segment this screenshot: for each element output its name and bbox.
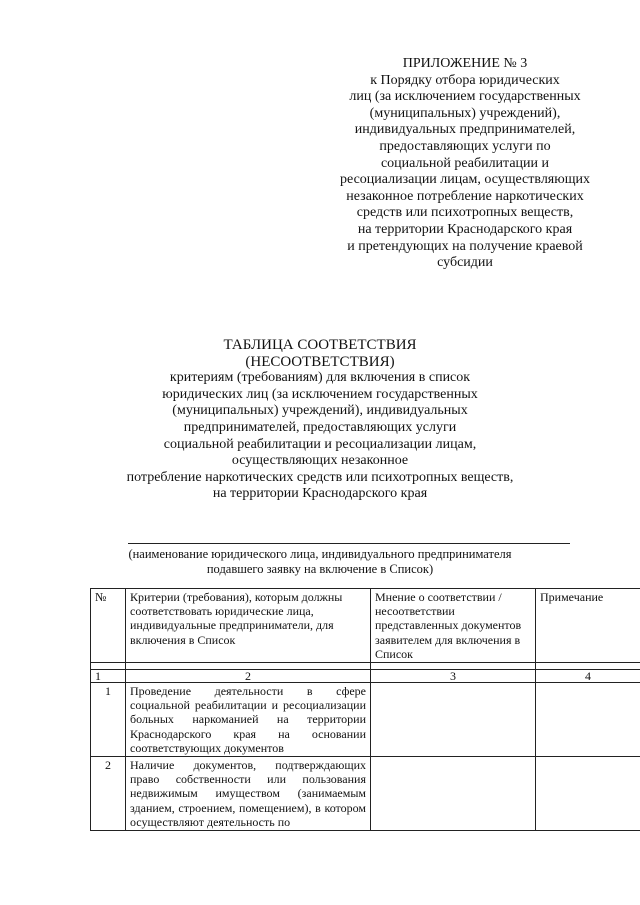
row-opinion xyxy=(371,757,536,831)
table-header-row xyxy=(91,589,640,663)
criteria-table xyxy=(90,588,640,831)
appendix-line: на территории Краснодарского края xyxy=(357,221,573,237)
title-line: ТАБЛИЦА СООТВЕТСТВИЯ xyxy=(223,337,417,353)
appendix-header xyxy=(320,56,610,272)
title-line: социальной реабилитации и ресоциализации лицам, xyxy=(163,436,477,452)
applicant-name-line xyxy=(128,543,570,544)
row-opinion xyxy=(371,683,536,757)
row-criteria: Проведение деятельности в сфере социальной реабилитации и ресоциализации больных наркоманией на территории Краснодарского края на основании соответствующих документов xyxy=(126,683,371,757)
title-line: (муниципальных) учреждений), индивидуальных xyxy=(172,403,468,419)
title-line: юридических лиц (за исключением государственных xyxy=(162,386,478,402)
row-note xyxy=(536,757,640,831)
caption-line: (наименование юридического лица, индивидуального предпринимателя xyxy=(128,547,512,561)
row-num: 2 xyxy=(91,757,126,831)
appendix-line: социальной реабилитации и xyxy=(380,155,550,171)
column-number: 2 xyxy=(126,670,371,683)
header-opinion: Мнение о соответствии /несоответствии представленных документов заявителем для включения в Список xyxy=(371,589,536,663)
title-line: осуществляющих незаконное xyxy=(231,453,409,469)
column-number-row xyxy=(91,670,640,683)
table-spacer xyxy=(91,663,640,670)
title-line: критериям (требованиям) для включения в список xyxy=(169,370,471,386)
appendix-line: индивидуальных предпринимателей, xyxy=(354,122,576,138)
title-line: на территории Краснодарского края xyxy=(212,486,428,502)
column-number: 3 xyxy=(371,670,536,683)
appendix-line: субсидии xyxy=(437,255,493,271)
table-row xyxy=(91,683,640,757)
appendix-line: ПРИЛОЖЕНИЕ № 3 xyxy=(402,56,528,71)
appendix-line: незаконное потребление наркотических xyxy=(346,188,584,204)
header-num: № xyxy=(91,589,126,663)
appendix-line: (муниципальных) учреждений), xyxy=(369,105,561,121)
header-note: Примечание xyxy=(536,589,640,663)
title-line: потребление наркотических средств или психотропных веществ, xyxy=(126,469,514,485)
appendix-line: к Порядку отбора юридических xyxy=(370,72,560,88)
appendix-line: и претендующих на получение краевой xyxy=(347,238,583,254)
column-number: 4 xyxy=(536,670,640,683)
header-criteria: Критерии (требования), которым должны соответствовать юридические лица, индивидуальные предприниматели, для включения в Список xyxy=(126,589,371,663)
document-title xyxy=(100,337,540,503)
appendix-line: ресоциализации лицам, осуществляющих xyxy=(340,172,590,188)
appendix-line: предоставляющих услуги по xyxy=(379,138,551,154)
appendix-line: средств или психотропных веществ, xyxy=(356,205,574,221)
title-line: (НЕСООТВЕТСТВИЯ) xyxy=(245,353,395,370)
caption-line: подавшего заявку на включение в Список) xyxy=(206,562,434,576)
row-criteria: Наличие документов, подтверждающих право собственности или пользования недвижимым имуществом (занимаемым зданием, строением, помещением), в котором осуществляют деятельность по xyxy=(126,757,371,831)
title-line: предпринимателей, предоставляющих услуги xyxy=(183,419,457,435)
table-row xyxy=(91,757,640,831)
column-number: 1 xyxy=(91,670,126,683)
applicant-name-caption xyxy=(100,547,540,577)
row-note xyxy=(536,683,640,757)
appendix-line: лиц (за исключением государственных xyxy=(349,89,581,105)
row-num: 1 xyxy=(91,683,126,757)
